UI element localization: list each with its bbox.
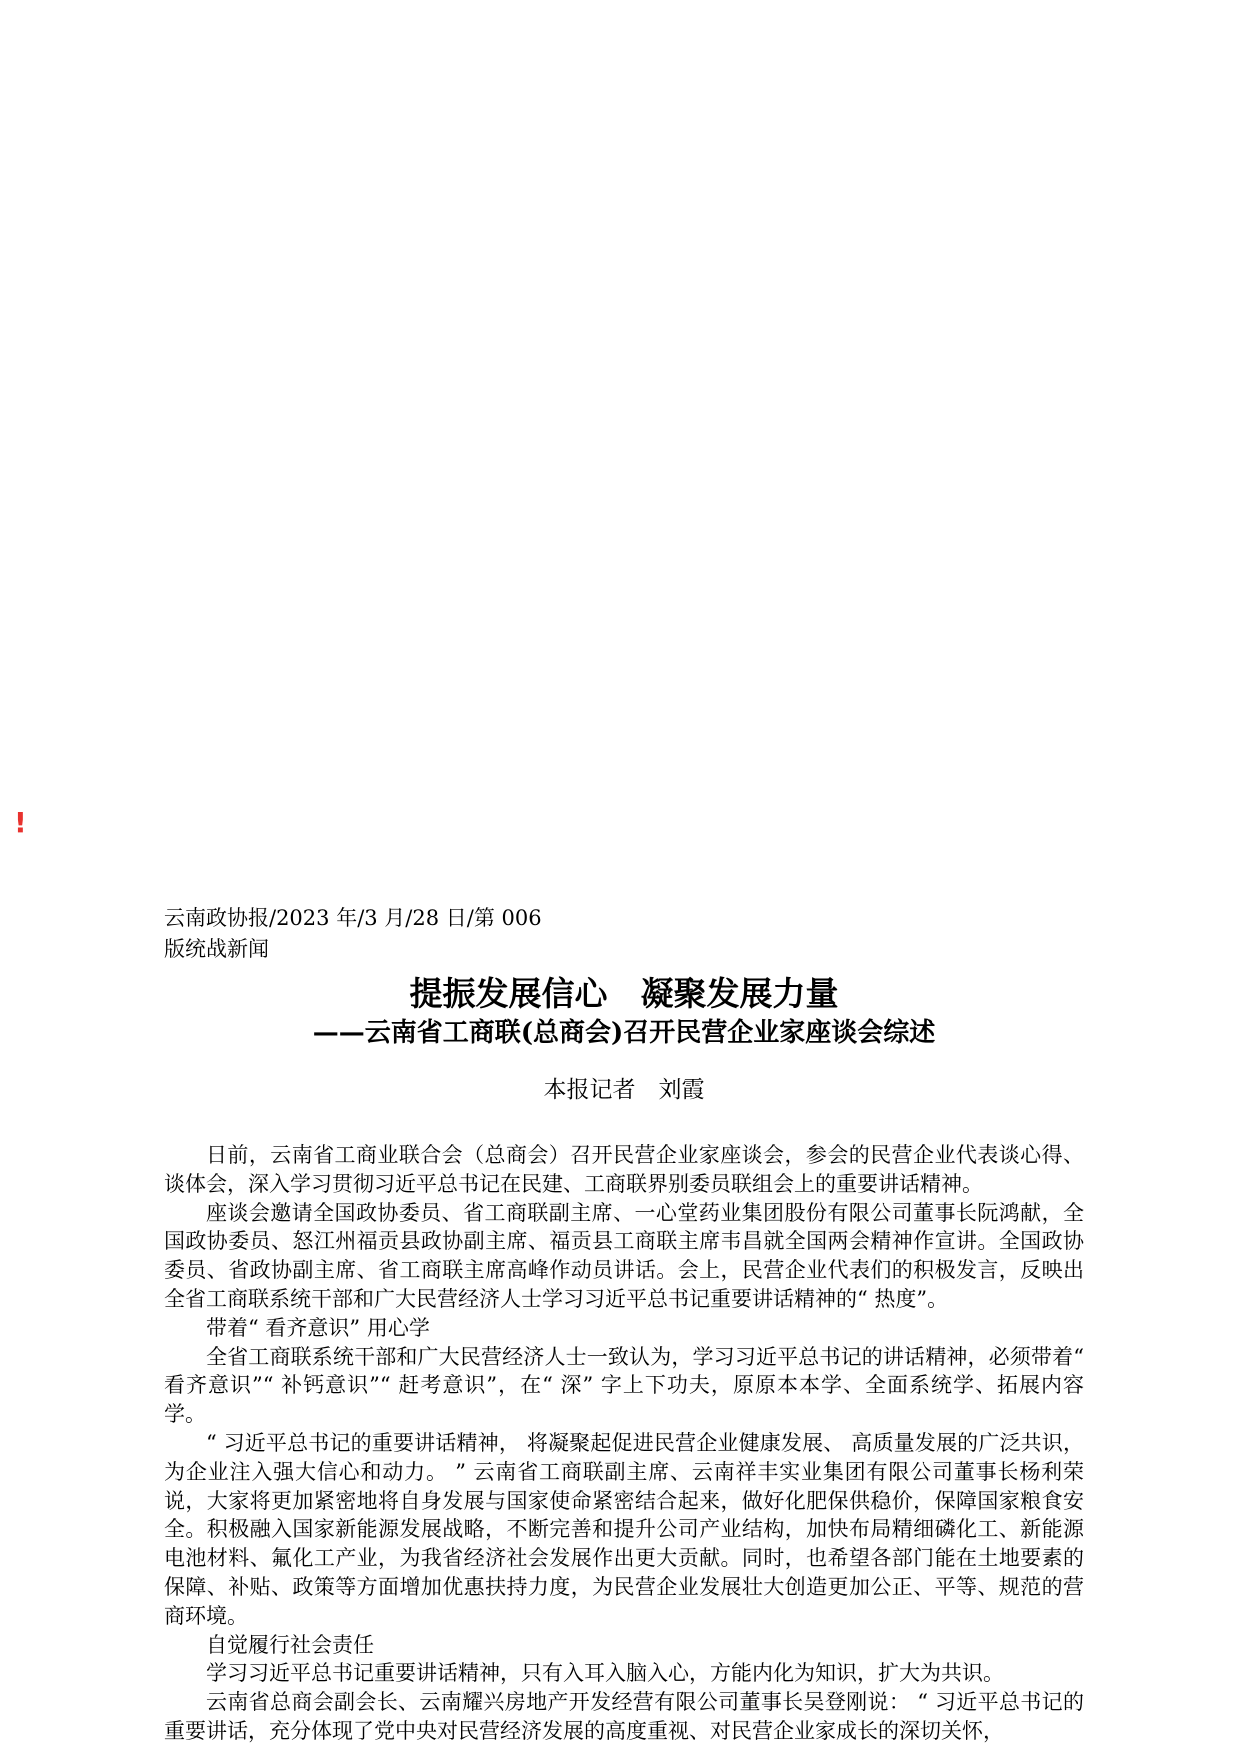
section-heading: 带着“ 看齐意识” 用心学	[206, 1315, 430, 1340]
section-heading: 自觉履行社会责任	[206, 1632, 374, 1657]
paragraph: 全省工商联系统干部和广大民营经济人士一致认为，学习习近平总书记的讲话精神，必须带着“ 看齐意识”“ 补钙意识”“ 赶考意识”，在“ 深” 字上下功夫，原原本本学、全面系统学、拓展内容学。	[164, 1344, 1084, 1427]
article-body	[164, 1141, 1084, 1746]
article-subtitle: ——云南省工商联(总商会)召开民营企业家座谈会综述	[312, 1018, 936, 1048]
paragraph: 云南省总商会副会长、云南耀兴房地产开发经营有限公司董事长吴登刚说： “ 习近平总书记的重要讲话，充分体现了党中央对民营经济发展的高度重视、对民营企业家成长的深切关怀，	[164, 1690, 1084, 1743]
article-byline: 本报记者 刘霞	[543, 1077, 705, 1103]
paragraph: 学习习近平总书记重要讲话精神，只有入耳入脑入心，方能内化为知识，扩大为共识。	[206, 1661, 1004, 1686]
red-exclamation-mark: !	[14, 806, 27, 839]
paragraph: 座谈会邀请全国政协委员、省工商联副主席、一心堂药业集团股份有限公司董事长阮鸿献，全国政协委员、怒江州福贡县政协副主席、福贡县工商联主席韦昌就全国两会精神作宣讲。全国政协委员、省政协副主席、省工商联主席高峰作动员讲话。会上，民营企业代表们的积极发言，反映出全省工商联系统干部和广大民营经济人士学习习近平总书记重要讲话精神的“ 热度”。	[164, 1200, 1084, 1311]
source-line: 云南政协报/2023 年/3 月/28 日/第 006	[164, 906, 542, 930]
paragraph: “ 习近平总书记的重要讲话精神， 将凝聚起促进民营企业健康发展、 高质量发展的广泛共识，为企业注入强大信心和动力。 ” 云南省工商联副主席、云南祥丰实业集团有限公司董事长杨利荣说，大家将更加紧密地将自身发展与国家使命紧密结合起来，做好化肥保供稳价，保障国家粮食安全。积极融入国家新能源发展战略，不断完善和提升公司产业结构，加快布局精细磷化工、新能源电池材料、氟化工产业，为我省经济社会发展作出更大贡献。同时，也希望各部门能在土地要素的保障、补贴、政策等方面增加优惠扶持力度，为民营企业发展壮大创造更加公正、平等、规范的营商环境。	[164, 1430, 1084, 1628]
article-title: 提振发展信心 凝聚发展力量	[409, 974, 839, 1013]
paragraph: 日前，云南省工商业联合会（总商会）召开民营企业家座谈会，参会的民营企业代表谈心得、谈体会，深入学习贯彻习近平总书记在民建、工商联界别委员联组会上的重要讲话精神。	[164, 1143, 1084, 1196]
section-line: 版统战新闻	[164, 937, 269, 961]
article	[164, 903, 1084, 1746]
